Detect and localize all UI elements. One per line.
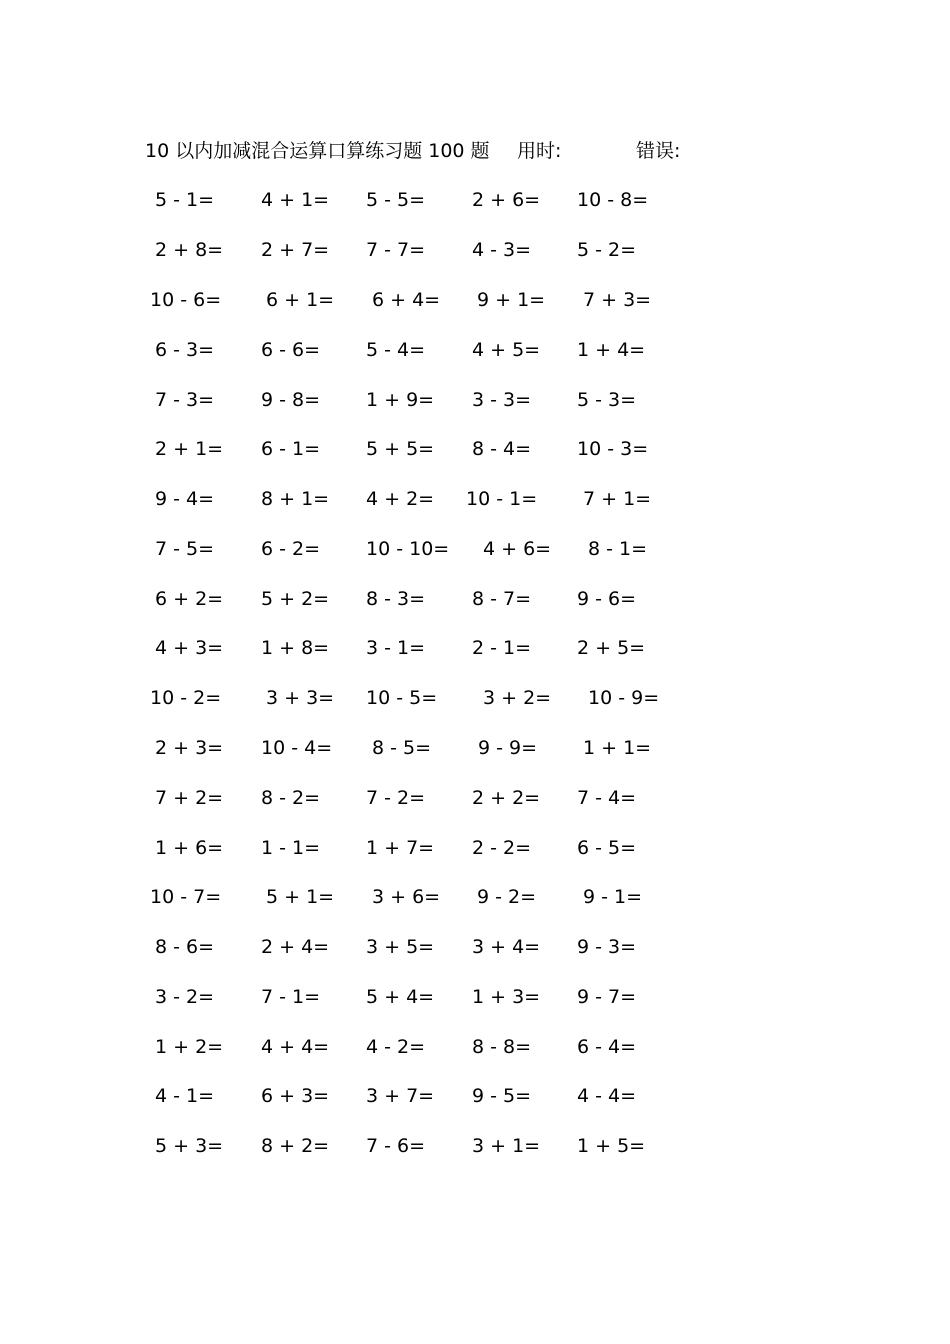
problem-item: 2 + 5= — [577, 637, 646, 659]
problem-item: 9 - 5= — [472, 1085, 532, 1107]
problem-item: 1 + 7= — [366, 837, 435, 859]
problem-row — [0, 1131, 950, 1161]
problem-item: 10 - 7= — [150, 886, 222, 908]
problem-item: 8 - 4= — [472, 438, 532, 460]
problem-item: 8 - 2= — [261, 787, 321, 809]
problem-item: 6 - 2= — [261, 538, 321, 560]
problem-item: 5 - 1= — [155, 189, 215, 211]
problem-row — [0, 683, 950, 713]
problem-row — [0, 285, 950, 315]
problem-item: 9 - 4= — [155, 488, 215, 510]
problem-row — [0, 484, 950, 514]
problem-item: 5 - 3= — [577, 389, 637, 411]
problem-item: 3 - 3= — [472, 389, 532, 411]
problem-item: 3 + 6= — [372, 886, 441, 908]
problem-item: 7 - 3= — [155, 389, 215, 411]
problem-item: 1 + 9= — [366, 389, 435, 411]
problem-item: 3 + 2= — [483, 687, 552, 709]
problem-item: 1 + 5= — [577, 1135, 646, 1157]
problem-item: 2 + 1= — [155, 438, 224, 460]
problem-item: 6 + 3= — [261, 1085, 330, 1107]
problem-item: 8 - 3= — [366, 588, 426, 610]
problem-row — [0, 733, 950, 763]
worksheet-title: 10 以内加减混合运算口算练习题 100 题 — [145, 140, 490, 162]
problem-item: 6 - 4= — [577, 1036, 637, 1058]
problem-row — [0, 833, 950, 863]
problem-item: 7 - 1= — [261, 986, 321, 1008]
problem-item: 8 - 6= — [155, 936, 215, 958]
problem-item: 4 + 3= — [155, 637, 224, 659]
problem-item: 5 + 1= — [266, 886, 335, 908]
problem-item: 10 - 1= — [466, 488, 538, 510]
problem-row — [0, 584, 950, 614]
problem-item: 6 + 4= — [372, 289, 441, 311]
problem-item: 8 - 5= — [372, 737, 432, 759]
problem-row — [0, 882, 950, 912]
problem-item: 2 + 7= — [261, 239, 330, 261]
problem-item: 10 - 8= — [577, 189, 649, 211]
problem-item: 4 + 5= — [472, 339, 541, 361]
problem-item: 5 - 2= — [577, 239, 637, 261]
problem-item: 9 - 8= — [261, 389, 321, 411]
problem-item: 4 - 3= — [472, 239, 532, 261]
problem-item: 7 - 2= — [366, 787, 426, 809]
problem-item: 5 - 5= — [366, 189, 426, 211]
problem-row — [0, 1032, 950, 1062]
problem-item: 4 - 1= — [155, 1085, 215, 1107]
problem-row — [0, 185, 950, 215]
problem-item: 7 + 3= — [583, 289, 652, 311]
problem-item: 2 + 6= — [472, 189, 541, 211]
problem-item: 5 + 5= — [366, 438, 435, 460]
problem-item: 7 + 1= — [583, 488, 652, 510]
problem-item: 1 + 4= — [577, 339, 646, 361]
problem-item: 7 + 2= — [155, 787, 224, 809]
problem-item: 4 + 6= — [483, 538, 552, 560]
problem-item: 1 + 8= — [261, 637, 330, 659]
problem-item: 5 + 3= — [155, 1135, 224, 1157]
problem-item: 1 + 6= — [155, 837, 224, 859]
problem-row — [0, 434, 950, 464]
problem-row — [0, 235, 950, 265]
problem-item: 3 + 7= — [366, 1085, 435, 1107]
problem-item: 6 - 3= — [155, 339, 215, 361]
problem-item: 5 + 2= — [261, 588, 330, 610]
problem-item: 7 - 4= — [577, 787, 637, 809]
problem-item: 10 - 6= — [150, 289, 222, 311]
problem-item: 8 - 8= — [472, 1036, 532, 1058]
problem-row — [0, 783, 950, 813]
problem-row — [0, 982, 950, 1012]
time-label: 用时: — [517, 140, 562, 162]
problem-item: 1 - 1= — [261, 837, 321, 859]
problem-item: 4 - 4= — [577, 1085, 637, 1107]
problem-row — [0, 335, 950, 365]
problem-item: 8 - 7= — [472, 588, 532, 610]
error-label: 错误: — [636, 140, 681, 162]
problem-item: 3 + 5= — [366, 936, 435, 958]
problem-item: 10 - 9= — [588, 687, 660, 709]
problem-row — [0, 1081, 950, 1111]
problem-item: 7 - 7= — [366, 239, 426, 261]
problem-item: 9 - 1= — [583, 886, 643, 908]
problem-item: 8 + 1= — [261, 488, 330, 510]
problem-item: 8 + 2= — [261, 1135, 330, 1157]
problem-item: 6 - 5= — [577, 837, 637, 859]
problem-item: 4 + 2= — [366, 488, 435, 510]
problem-item: 3 - 1= — [366, 637, 426, 659]
problem-item: 2 + 4= — [261, 936, 330, 958]
problem-item: 2 - 2= — [472, 837, 532, 859]
problem-item: 4 + 1= — [261, 189, 330, 211]
problem-item: 5 - 4= — [366, 339, 426, 361]
problem-item: 2 + 2= — [472, 787, 541, 809]
problem-item: 10 - 10= — [366, 538, 450, 560]
problem-item: 3 + 1= — [472, 1135, 541, 1157]
problem-item: 9 - 9= — [478, 737, 538, 759]
problem-item: 9 - 6= — [577, 588, 637, 610]
problem-item: 8 - 1= — [588, 538, 648, 560]
problem-item: 4 + 4= — [261, 1036, 330, 1058]
problem-item: 6 + 1= — [266, 289, 335, 311]
problem-row — [0, 534, 950, 564]
problem-item: 2 - 1= — [472, 637, 532, 659]
problem-item: 6 - 6= — [261, 339, 321, 361]
problem-item: 3 + 3= — [266, 687, 335, 709]
problem-item: 2 + 3= — [155, 737, 224, 759]
problem-row — [0, 932, 950, 962]
problem-item: 10 - 3= — [577, 438, 649, 460]
problem-item: 10 - 4= — [261, 737, 333, 759]
problem-row — [0, 385, 950, 415]
problem-item: 1 + 1= — [583, 737, 652, 759]
problem-item: 3 - 2= — [155, 986, 215, 1008]
problem-item: 1 + 2= — [155, 1036, 224, 1058]
problem-item: 7 - 5= — [155, 538, 215, 560]
problem-item: 1 + 3= — [472, 986, 541, 1008]
problem-item: 7 - 6= — [366, 1135, 426, 1157]
problem-item: 9 - 2= — [477, 886, 537, 908]
problem-item: 2 + 8= — [155, 239, 224, 261]
problem-item: 10 - 5= — [366, 687, 438, 709]
problem-item: 10 - 2= — [150, 687, 222, 709]
problem-item: 9 + 1= — [477, 289, 546, 311]
problem-item: 6 + 2= — [155, 588, 224, 610]
problem-item: 9 - 3= — [577, 936, 637, 958]
problem-row — [0, 633, 950, 663]
problem-item: 9 - 7= — [577, 986, 637, 1008]
problem-item: 4 - 2= — [366, 1036, 426, 1058]
problem-item: 6 - 1= — [261, 438, 321, 460]
problem-item: 5 + 4= — [366, 986, 435, 1008]
problem-item: 3 + 4= — [472, 936, 541, 958]
